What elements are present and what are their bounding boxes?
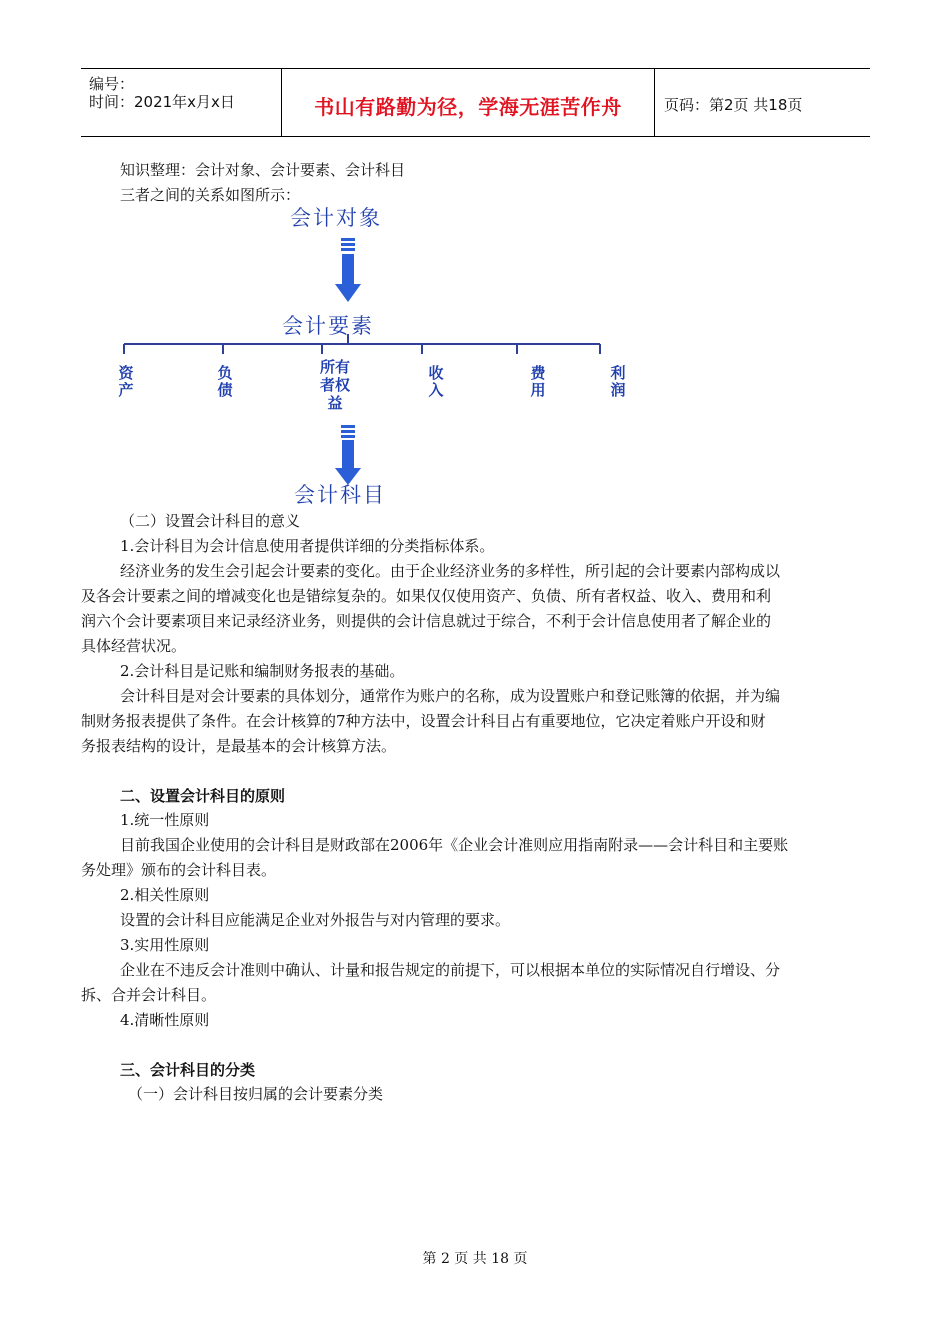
paragraph-line: 拆、合并会计科目。 (81, 986, 217, 1004)
number-label: 编号： (89, 75, 135, 93)
element-liability: 负债 (217, 364, 233, 399)
principle-3-title: 3.实用性原则 (120, 936, 210, 954)
section-a-point-2: 2.会计科目是记账和编制财务报表的基础。 (120, 662, 405, 680)
paragraph-line: 制财务报表提供了条件。在会计核算的7种方法中，设置会计科目占有重要地位，它决定着账户开设和财 (81, 712, 766, 730)
intro-line-1: 知识整理：会计对象、会计要素、会计科目 (120, 161, 406, 179)
header-left-cell (81, 69, 281, 136)
section-a-heading: （二）设置会计科目的意义 (120, 512, 301, 530)
paragraph-line: 润六个会计要素项目来记录经济业务，则提供的会计信息就过于综合，不利于会计信息使用者了解企业的 (81, 612, 772, 630)
paragraph-line: 经济业务的发生会引起会计要素的变化。由于企业经济业务的多样性，所引起的会计要素内部构成以 (120, 562, 781, 580)
motto: 书山有路勤为径，学海无涯苦作舟 (314, 95, 622, 119)
section-three-sub: （一）会计科目按归属的会计要素分类 (128, 1085, 384, 1103)
element-expense: 费用 (530, 364, 546, 399)
paragraph-line: 具体经营状况。 (81, 637, 187, 655)
section-two-heading: 二、设置会计科目的原则 (120, 787, 286, 805)
paragraph-line: 企业在不违反会计准则中确认、计量和报告规定的前提下，可以根据本单位的实际情况自行增设、分 (120, 961, 781, 979)
principle-2-text: 设置的会计科目应能满足企业对外报告与对内管理的要求。 (120, 911, 511, 929)
header-page-cell (654, 69, 870, 136)
element-revenue: 收入 (428, 364, 444, 399)
paragraph-line: 务报表结构的设计，是最基本的会计核算方法。 (81, 737, 397, 755)
principle-1-title: 1.统一性原则 (120, 811, 210, 829)
section-three-heading: 三、会计科目的分类 (120, 1061, 256, 1079)
paragraph-line: 务处理》颁布的会计科目表。 (81, 861, 277, 879)
arrow-down-icon (335, 238, 361, 302)
page-footer: 第 2 页 共 18 页 (422, 1251, 528, 1267)
paragraph-line: 会计科目是对会计要素的具体划分，通常作为账户的名称，成为设置账户和登记账簿的依据，并为编 (120, 687, 781, 705)
diagram-middle-label: 会计要素 (282, 314, 374, 338)
diagram-bottom-label: 会计科目 (294, 483, 386, 507)
element-asset: 资产 (118, 364, 134, 399)
element-equity: 所有者权益 (319, 358, 350, 412)
relationship-diagram (110, 200, 650, 510)
paragraph-line: 及各会计要素之间的增减变化也是错综复杂的。如果仅仅使用资产、负债、所有者权益、收入、费用和利 (81, 587, 772, 605)
document-header (81, 68, 870, 137)
arrow-down-icon (335, 425, 361, 485)
principle-4-title: 4.清晰性原则 (120, 1011, 210, 1029)
diagram-top-label: 会计对象 (290, 206, 382, 230)
section-a-point-1: 1.会计科目为会计信息使用者提供详细的分类指标体系。 (120, 537, 495, 555)
paragraph-line: 目前我国企业使用的会计科目是财政部在2006年《企业会计准则应用指南附录——会计科目和主要账 (120, 836, 789, 854)
diagram-shapes (110, 200, 650, 510)
intro-line-2: 三者之间的关系如图所示： (120, 186, 301, 204)
element-profit: 利润 (610, 364, 626, 399)
time-label: 时间：2021年x月x日 (89, 93, 235, 111)
header-motto-cell (281, 69, 655, 136)
principle-2-title: 2.相关性原则 (120, 886, 210, 904)
page-info: 页码：第2页 共18页 (664, 96, 803, 114)
